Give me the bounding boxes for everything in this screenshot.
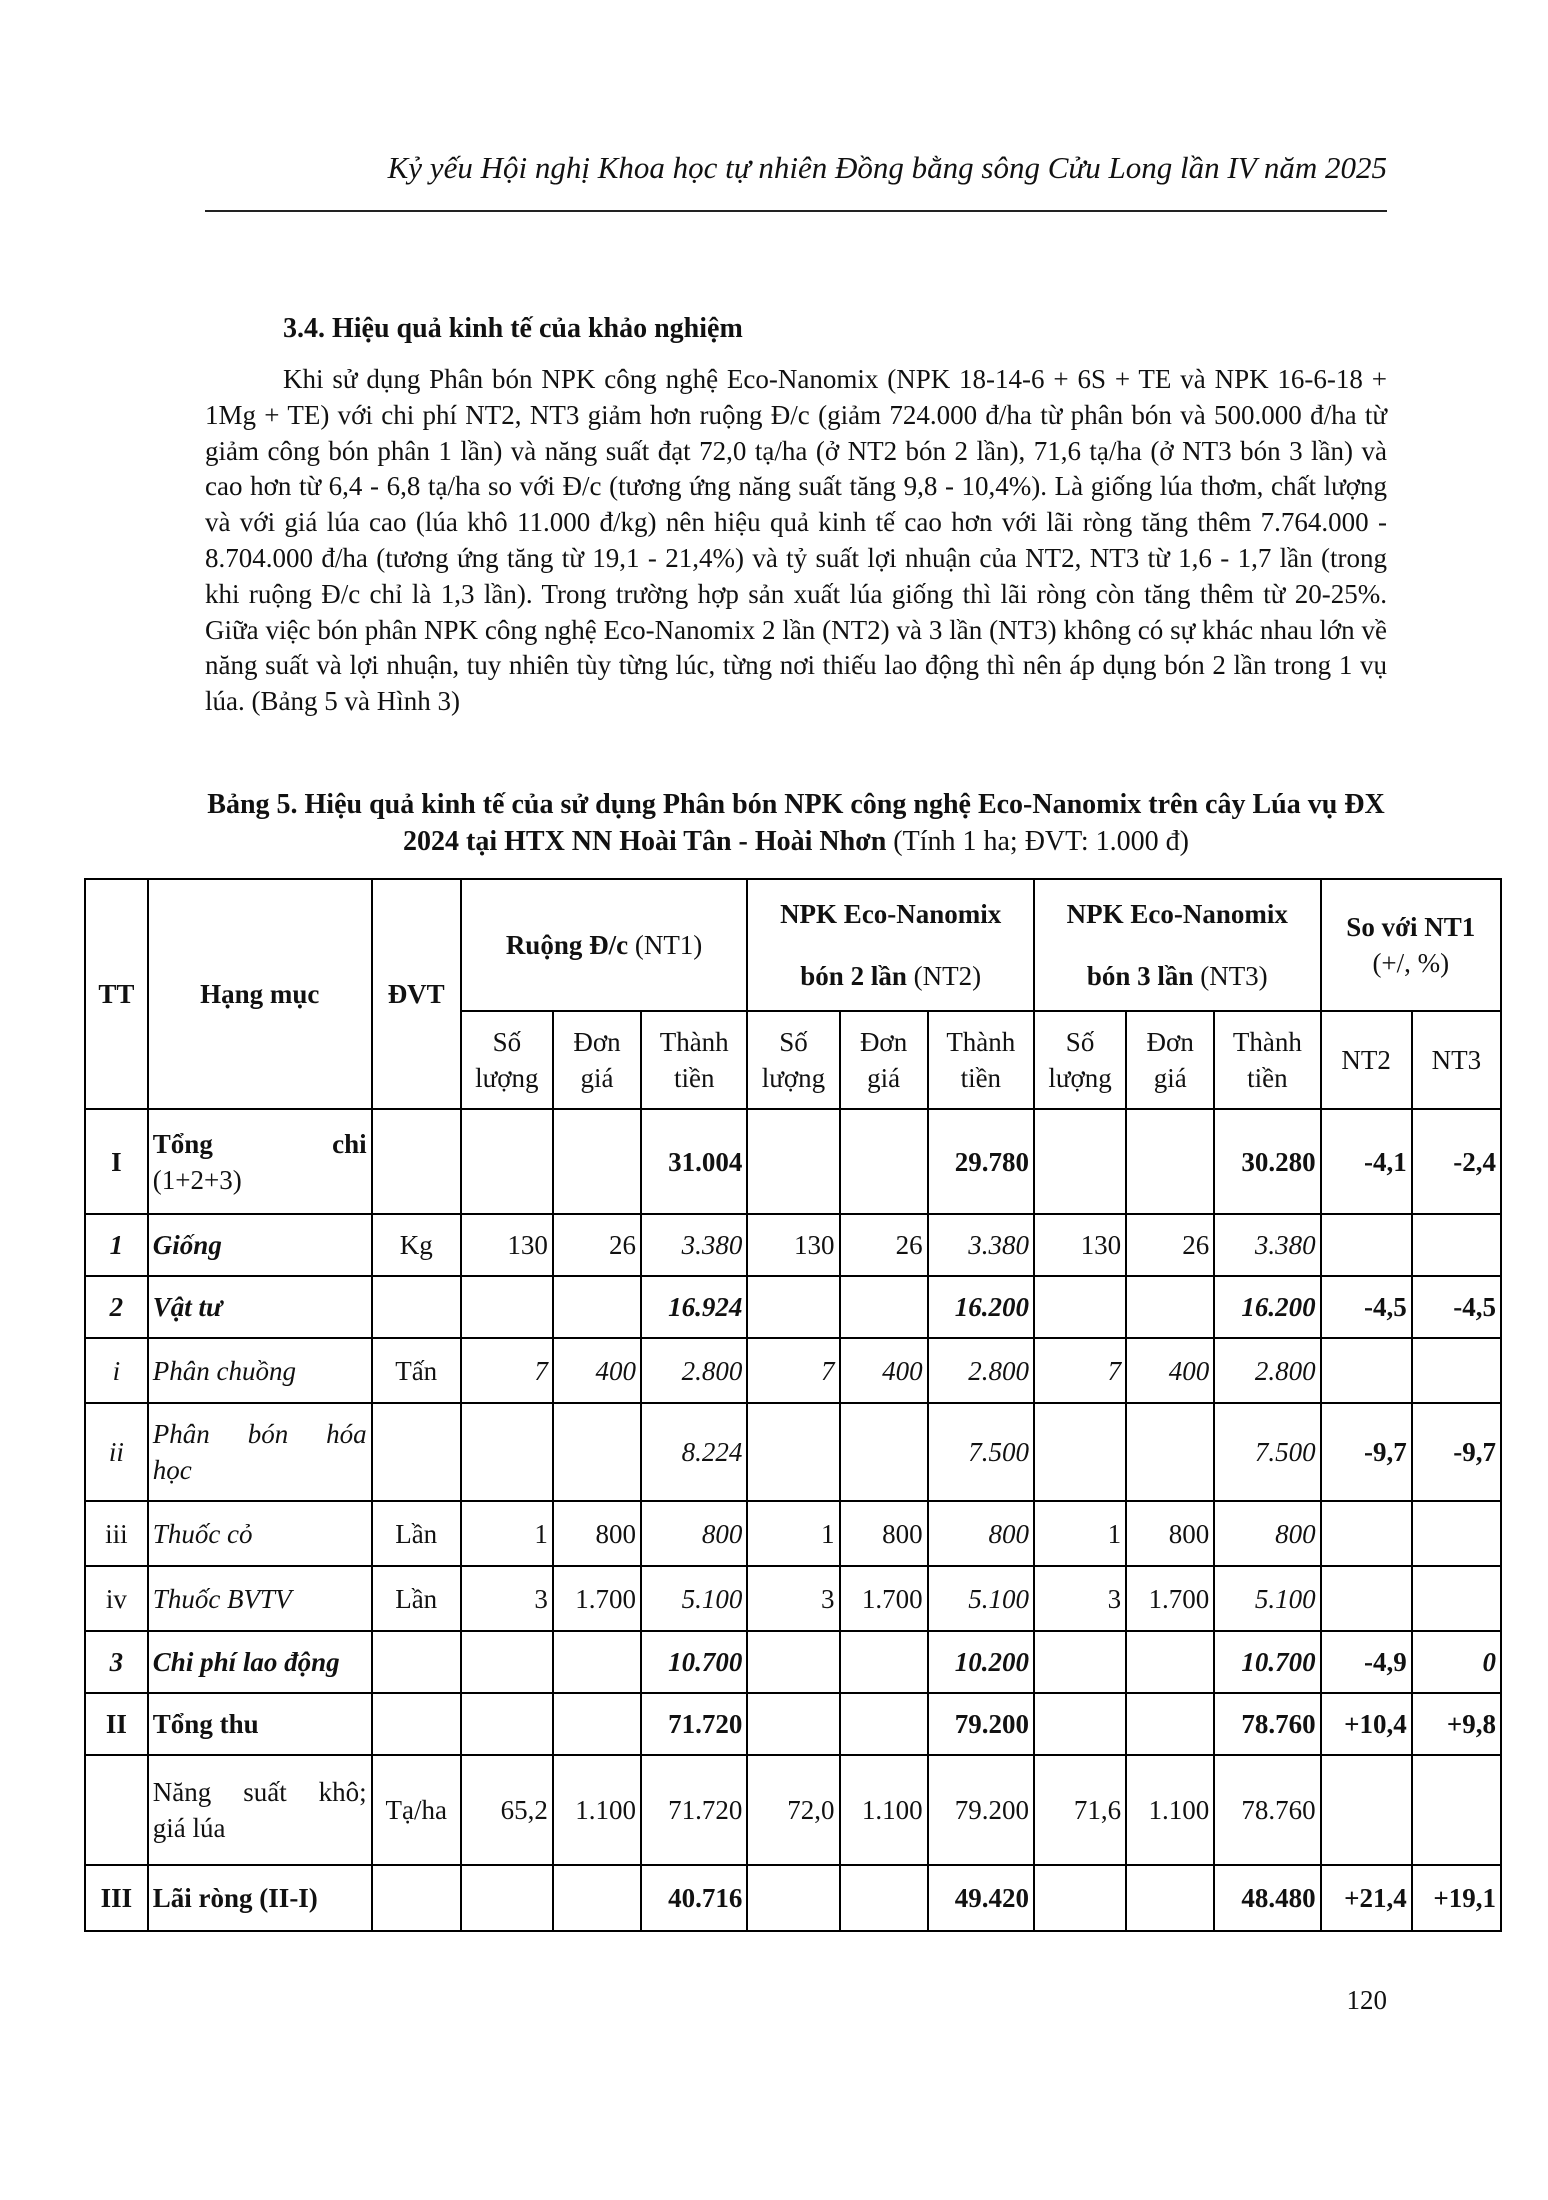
row-value: 7.500 <box>928 1403 1034 1501</box>
row-value <box>1126 1403 1214 1501</box>
table-caption-title: Bảng 5. Hiệu quả kinh tế của sử dụng Phân bón NPK công nghệ Eco-Nanomix trên cây Lúa vụ ĐX 2024 tại HTX NN Hoài Tân - Hoài Nhơn <box>207 789 1385 857</box>
table-row <box>85 1693 1501 1755</box>
row-value <box>747 1631 839 1693</box>
header-nt2-short: NT2 <box>1321 1011 1412 1109</box>
row-value: 1 <box>461 1501 553 1566</box>
row-value: 1.100 <box>1126 1755 1214 1865</box>
row-value <box>1321 1338 1412 1403</box>
row-unit: Tạ/ha <box>372 1755 461 1865</box>
row-value <box>840 1631 928 1693</box>
row-value: 2.800 <box>928 1338 1034 1403</box>
row-value: 130 <box>747 1214 839 1276</box>
row-value: 16.200 <box>1214 1276 1320 1338</box>
row-value <box>1412 1566 1501 1631</box>
row-value: 800 <box>928 1501 1034 1566</box>
row-value: +21,4 <box>1321 1865 1412 1931</box>
row-item: Thuốc BVTV <box>148 1566 372 1631</box>
table-header-row-1 <box>85 879 1501 1011</box>
row-value: 79.200 <box>928 1693 1034 1755</box>
row-tt: 3 <box>85 1631 148 1693</box>
row-value: +10,4 <box>1321 1693 1412 1755</box>
row-value: 48.480 <box>1214 1865 1320 1931</box>
row-value: 800 <box>1126 1501 1214 1566</box>
row-value <box>747 1276 839 1338</box>
row-item-line-2: giá lúa <box>152 1813 226 1843</box>
row-unit: Lần <box>372 1501 461 1566</box>
row-item <box>148 1109 372 1214</box>
row-value <box>461 1631 553 1693</box>
row-value: 79.200 <box>928 1755 1034 1865</box>
row-value <box>1034 1631 1126 1693</box>
row-tt: I <box>85 1109 148 1214</box>
row-value <box>553 1109 641 1214</box>
row-value: 16.200 <box>928 1276 1034 1338</box>
header-don-gia: Đơn giá <box>1126 1011 1214 1109</box>
header-so-luong: Số lượng <box>747 1011 839 1109</box>
row-unit: Tấn <box>372 1338 461 1403</box>
row-value: 10.700 <box>641 1631 747 1693</box>
row-value: 31.004 <box>641 1109 747 1214</box>
row-value <box>461 1693 553 1755</box>
row-value: 7 <box>1034 1338 1126 1403</box>
table-row <box>85 1631 1501 1693</box>
row-unit: Lần <box>372 1566 461 1631</box>
table-row <box>85 1338 1501 1403</box>
table-caption-unit: (Tính 1 ha; ĐVT: 1.000 đ) <box>886 826 1189 857</box>
table-row <box>85 1403 1501 1501</box>
row-value: 7 <box>747 1338 839 1403</box>
row-value: +19,1 <box>1412 1865 1501 1931</box>
row-value: 2.800 <box>641 1338 747 1403</box>
header-thanh-tien: Thành tiền <box>1214 1011 1320 1109</box>
row-item-line-1: Năng suất khô; <box>152 1777 367 1807</box>
row-value <box>1126 1109 1214 1214</box>
row-value: 3.380 <box>641 1214 747 1276</box>
row-value <box>553 1693 641 1755</box>
row-value: 400 <box>840 1338 928 1403</box>
row-value: 10.700 <box>1214 1631 1320 1693</box>
header-thanh-tien: Thành tiền <box>928 1011 1034 1109</box>
row-item: Phân chuồng <box>148 1338 372 1403</box>
row-unit: Kg <box>372 1214 461 1276</box>
row-value: 1.700 <box>553 1566 641 1631</box>
row-tt: ii <box>85 1403 148 1501</box>
row-value: 130 <box>1034 1214 1126 1276</box>
row-unit <box>372 1403 461 1501</box>
header-nt3: NPK Eco-Nanomix bón 3 lần (NT3) <box>1034 879 1321 1011</box>
row-value <box>840 1693 928 1755</box>
row-tt: iii <box>85 1501 148 1566</box>
running-header: Kỷ yếu Hội nghị Khoa học tự nhiên Đồng bằng sông Cửu Long lần IV năm 2025 <box>387 150 1387 185</box>
header-so-voi-nt1: So với NT1 (+/, %) <box>1321 879 1501 1011</box>
row-value: 1.700 <box>840 1566 928 1631</box>
row-value <box>1412 1214 1501 1276</box>
row-value: 400 <box>1126 1338 1214 1403</box>
row-item-line-2: học <box>152 1455 192 1485</box>
row-value <box>747 1693 839 1755</box>
row-value <box>1321 1214 1412 1276</box>
row-value: -2,4 <box>1412 1109 1501 1214</box>
row-unit <box>372 1631 461 1693</box>
row-value: 3 <box>747 1566 839 1631</box>
row-value: 1 <box>1034 1501 1126 1566</box>
table-caption <box>205 786 1387 860</box>
row-tt: III <box>85 1865 148 1931</box>
row-value: 71.720 <box>641 1693 747 1755</box>
row-value <box>1126 1631 1214 1693</box>
row-value: 130 <box>461 1214 553 1276</box>
economic-efficiency-table <box>84 878 1502 1932</box>
row-value: 800 <box>1214 1501 1320 1566</box>
row-value <box>1412 1755 1501 1865</box>
row-value: 5.100 <box>641 1566 747 1631</box>
row-value: 16.924 <box>641 1276 747 1338</box>
row-value <box>553 1403 641 1501</box>
row-value <box>1126 1865 1214 1931</box>
row-value <box>1126 1276 1214 1338</box>
table-row <box>85 1276 1501 1338</box>
row-value: 3 <box>461 1566 553 1631</box>
row-value: 65,2 <box>461 1755 553 1865</box>
row-value: 26 <box>553 1214 641 1276</box>
header-nt2: NPK Eco-Nanomix bón 2 lần (NT2) <box>747 879 1034 1011</box>
table-row <box>85 1109 1501 1214</box>
row-value: 3.380 <box>1214 1214 1320 1276</box>
row-tt: i <box>85 1338 148 1403</box>
row-value: 400 <box>553 1338 641 1403</box>
row-item: Chi phí lao động <box>148 1631 372 1693</box>
row-value: 26 <box>1126 1214 1214 1276</box>
row-value <box>553 1631 641 1693</box>
table-row <box>85 1566 1501 1631</box>
row-value: -4,5 <box>1321 1276 1412 1338</box>
header-so-luong: Số lượng <box>461 1011 553 1109</box>
row-value <box>1321 1566 1412 1631</box>
section-title: 3.4. Hiệu quả kinh tế của khảo nghiệm <box>283 313 743 344</box>
header-nt3-short: NT3 <box>1412 1011 1501 1109</box>
row-item <box>148 1755 372 1865</box>
row-value: 2.800 <box>1214 1338 1320 1403</box>
row-value: 5.100 <box>928 1566 1034 1631</box>
header-hang-muc: Hạng mục <box>148 879 372 1109</box>
row-value: 1 <box>747 1501 839 1566</box>
table-row <box>85 1865 1501 1931</box>
row-item: Tổng thu <box>148 1693 372 1755</box>
row-item <box>148 1403 372 1501</box>
header-rule <box>205 210 1387 212</box>
row-value <box>1412 1338 1501 1403</box>
row-item-line-1: Tổng chi <box>152 1128 367 1159</box>
row-value: 26 <box>840 1214 928 1276</box>
row-value: 800 <box>553 1501 641 1566</box>
row-value: 71,6 <box>1034 1755 1126 1865</box>
row-value: 0 <box>1412 1631 1501 1693</box>
row-unit <box>372 1865 461 1931</box>
table-row <box>85 1755 1501 1865</box>
row-value <box>461 1109 553 1214</box>
page-number: 120 <box>1346 1985 1387 2015</box>
row-value <box>1126 1693 1214 1755</box>
row-value: 7.500 <box>1214 1403 1320 1501</box>
row-value: 3.380 <box>928 1214 1034 1276</box>
row-value <box>840 1403 928 1501</box>
row-value: 8.224 <box>641 1403 747 1501</box>
row-value <box>553 1865 641 1931</box>
row-value <box>553 1276 641 1338</box>
row-unit <box>372 1109 461 1214</box>
table-row <box>85 1501 1501 1566</box>
row-value <box>461 1276 553 1338</box>
row-value: -4,5 <box>1412 1276 1501 1338</box>
row-value: 72,0 <box>747 1755 839 1865</box>
row-value: 49.420 <box>928 1865 1034 1931</box>
row-tt: 2 <box>85 1276 148 1338</box>
header-don-gia: Đơn giá <box>553 1011 641 1109</box>
row-value <box>461 1865 553 1931</box>
header-tt: TT <box>85 879 148 1109</box>
row-unit <box>372 1276 461 1338</box>
row-item-line-2: (1+2+3) <box>152 1164 242 1195</box>
row-value <box>747 1403 839 1501</box>
row-item: Lãi ròng (II-I) <box>148 1865 372 1931</box>
row-value: 1.700 <box>1126 1566 1214 1631</box>
row-value: 40.716 <box>641 1865 747 1931</box>
row-value: 71.720 <box>641 1755 747 1865</box>
row-value <box>1412 1501 1501 1566</box>
row-value: 7 <box>461 1338 553 1403</box>
row-value <box>1321 1755 1412 1865</box>
row-value: 78.760 <box>1214 1693 1320 1755</box>
row-value: 29.780 <box>928 1109 1034 1214</box>
header-don-gia: Đơn giá <box>840 1011 928 1109</box>
row-value: -4,1 <box>1321 1109 1412 1214</box>
header-thanh-tien: Thành tiền <box>641 1011 747 1109</box>
table-body <box>85 1109 1501 1931</box>
body-paragraph: Khi sử dụng Phân bón NPK công nghệ Eco-Nanomix (NPK 18-14-6 + 6S + TE và NPK 16-6-18 + 1Mg + TE) với chi phí NT2, NT3 giảm hơn ruộng Đ/c (giảm 724.000 đ/ha từ phân bón và 500.000 đ/ha từ giảm công bón phân 1 lần) và năng suất đạt 72,0 tạ/ha (ở NT2 bón 2 lần), 71,6 tạ/ha (ở NT3 bón 3 lần) và cao hơn từ 6,4 - 6,8 tạ/ha so với Đ/c (tương ứng năng suất tăng 9,8 - 10,4%). Là giống lúa thơm, chất lượng và với giá lúa cao (lúa khô 11.000 đ/kg) nên hiệu quả kinh tế cao hơn với lãi ròng tăng thêm 7.764.000 - 8.704.000 đ/ha (tương ứng tăng từ 19,1 - 21,4%) và tỷ suất lợi nhuận của NT2, NT3 từ 1,6 - 1,7 lần (trong khi ruộng Đ/c chỉ là 1,3 lần). Trong trường hợp sản xuất lúa giống thì lãi ròng còn tăng thêm từ 20-25%. Giữa việc bón phân NPK công nghệ Eco-Nanomix 2 lần (NT2) và 3 lần (NT3) không có sự khác nhau lớn về năng suất và lợi nhuận, tuy nhiên tùy từng lúc, từng nơi thiếu lao động thì nên áp dụng bón 2 lần trong 1 vụ lúa. (Bảng 5 và Hình 3) <box>205 364 1387 717</box>
row-value <box>1034 1693 1126 1755</box>
row-value <box>1034 1865 1126 1931</box>
row-value: 10.200 <box>928 1631 1034 1693</box>
row-value <box>1034 1109 1126 1214</box>
row-value: -4,9 <box>1321 1631 1412 1693</box>
header-so-luong: Số lượng <box>1034 1011 1126 1109</box>
row-value <box>1321 1501 1412 1566</box>
row-value <box>747 1865 839 1931</box>
row-value <box>461 1403 553 1501</box>
row-value <box>840 1109 928 1214</box>
row-value <box>840 1865 928 1931</box>
row-value: 1.100 <box>553 1755 641 1865</box>
row-value: 3 <box>1034 1566 1126 1631</box>
row-value: 800 <box>840 1501 928 1566</box>
row-value: 1.100 <box>840 1755 928 1865</box>
row-value <box>1034 1276 1126 1338</box>
row-value: 800 <box>641 1501 747 1566</box>
row-value: -9,7 <box>1321 1403 1412 1501</box>
row-item: Thuốc cỏ <box>148 1501 372 1566</box>
row-item-line-1: Phân bón hóa <box>152 1419 367 1449</box>
row-value: 78.760 <box>1214 1755 1320 1865</box>
row-value: +9,8 <box>1412 1693 1501 1755</box>
row-tt: II <box>85 1693 148 1755</box>
row-value <box>747 1109 839 1214</box>
header-dvt: ĐVT <box>372 879 461 1109</box>
table-row <box>85 1214 1501 1276</box>
row-unit <box>372 1693 461 1755</box>
row-item: Vật tư <box>148 1276 372 1338</box>
row-value: -9,7 <box>1412 1403 1501 1501</box>
row-item: Giống <box>148 1214 372 1276</box>
row-tt: 1 <box>85 1214 148 1276</box>
row-value <box>840 1276 928 1338</box>
row-value: 5.100 <box>1214 1566 1320 1631</box>
row-value: 30.280 <box>1214 1109 1320 1214</box>
row-value <box>1034 1403 1126 1501</box>
row-tt <box>85 1755 148 1865</box>
row-tt: iv <box>85 1566 148 1631</box>
header-nt1: Ruộng Đ/c (NT1) <box>461 879 748 1011</box>
